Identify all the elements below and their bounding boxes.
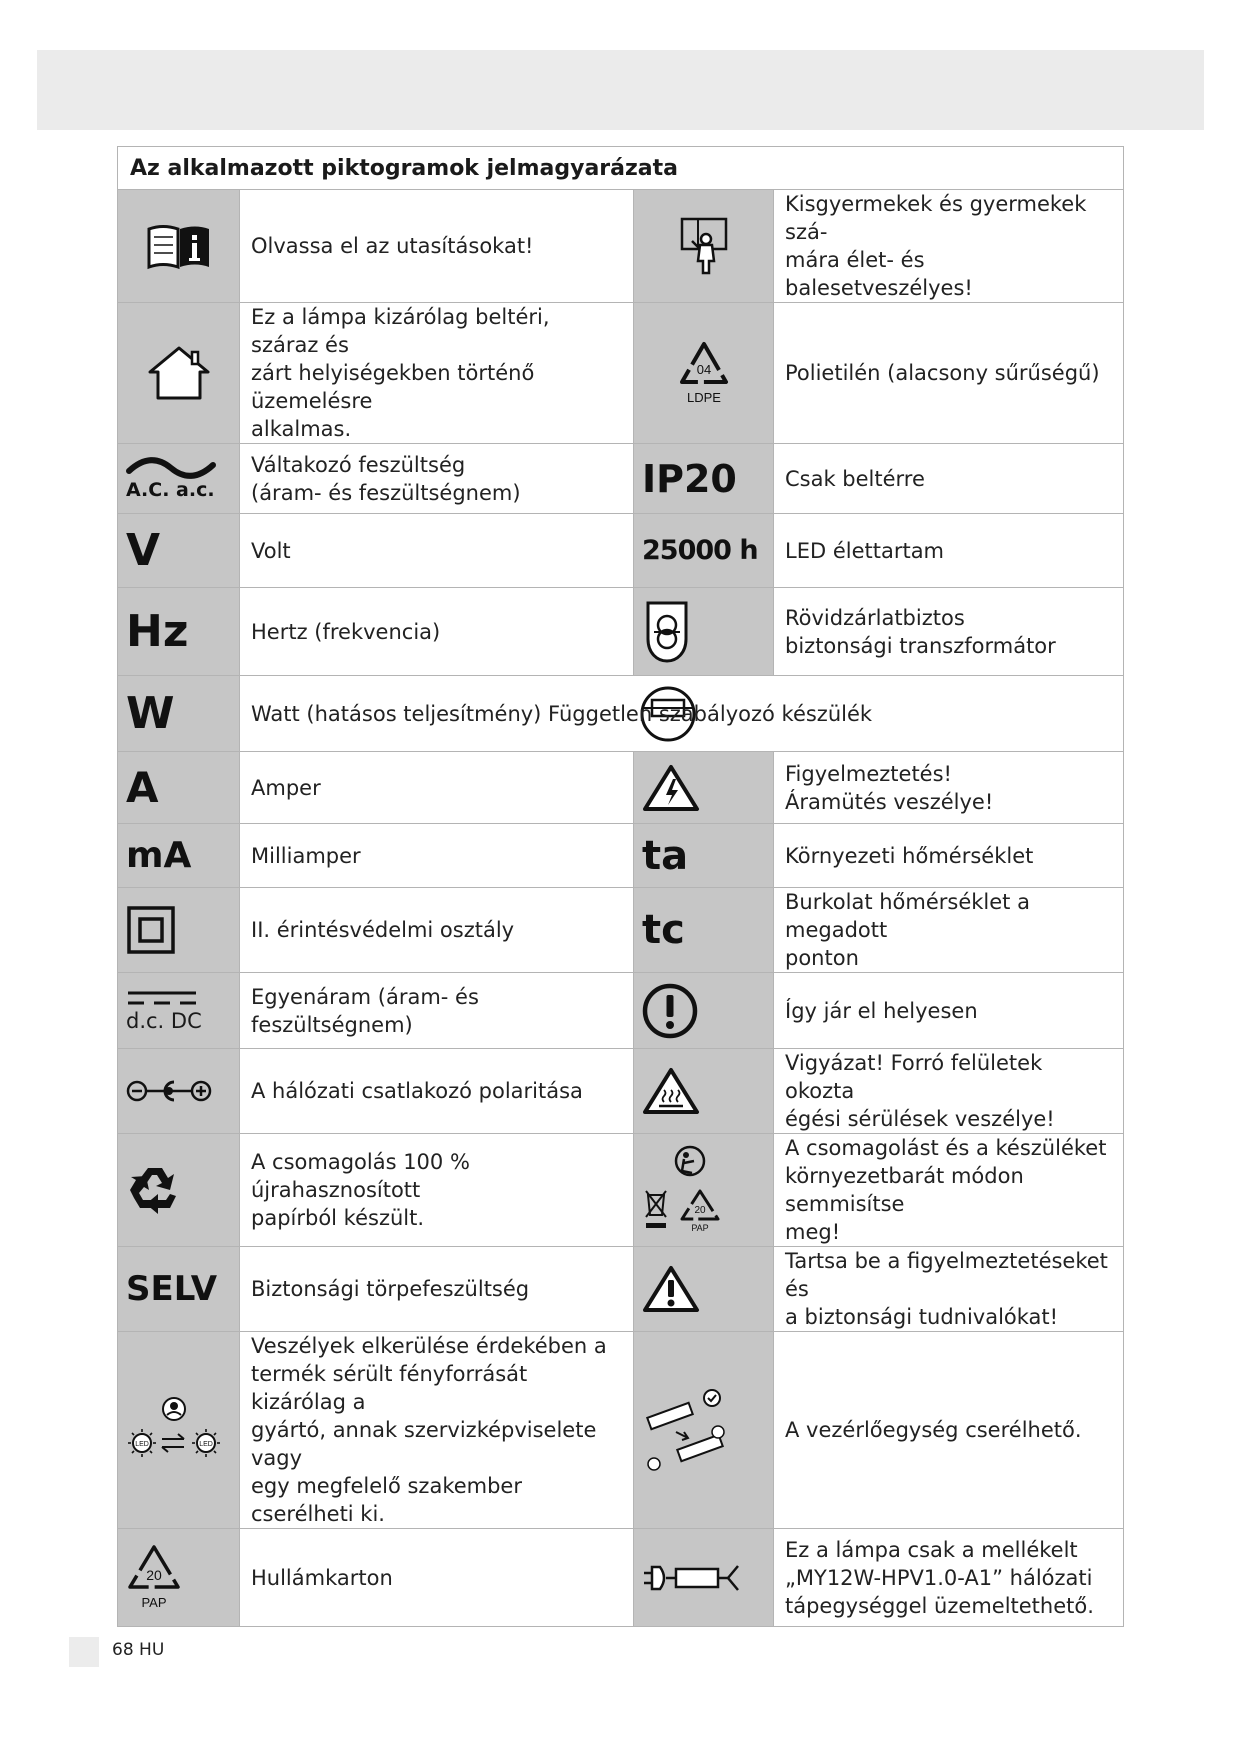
hertz-symbol: Hz xyxy=(126,606,189,657)
electric-shock-warning-icon xyxy=(634,752,774,824)
legend-text: Hullámkarton xyxy=(251,1565,393,1590)
watt-icon xyxy=(118,676,240,752)
legend-text: ponton xyxy=(785,946,859,970)
volt-icon xyxy=(118,514,240,588)
safety-transformer-icon xyxy=(634,588,774,676)
legend-text: zárt helyiségekben történő üzemelésre xyxy=(251,361,535,413)
legend-text: mára élet- és balesetveszélyes! xyxy=(785,248,973,300)
disposal-label: PAP xyxy=(691,1223,709,1233)
page-footer xyxy=(112,1640,164,1660)
legend-text: Olvassa el az utasításokat! xyxy=(251,234,534,258)
legend-row xyxy=(118,303,1124,444)
legend-text: a biztonsági tudnivalókat! xyxy=(785,1305,1059,1329)
legend-text: egy megfelelő szakember cserélheti ki. xyxy=(251,1474,522,1526)
warning-triangle-icon xyxy=(634,1247,774,1332)
legend-row xyxy=(118,676,1124,752)
selv-icon xyxy=(118,1247,240,1332)
recycle-icon xyxy=(118,1134,240,1247)
exclamation-circle-icon xyxy=(634,973,774,1049)
legend-text: Egyenáram (áram- és feszültségnem) xyxy=(251,984,479,1037)
watt-symbol: W xyxy=(126,688,175,739)
hot-surface-warning-icon xyxy=(634,1049,774,1134)
disposal-code: 20 xyxy=(694,1205,706,1216)
legend-row xyxy=(118,973,1124,1049)
milliampere-icon xyxy=(118,824,240,888)
legend-row xyxy=(118,1529,1124,1627)
legend-text: LED élettartam xyxy=(785,538,945,563)
legend-title: Az alkalmazott piktogramok jelmagyarázata xyxy=(118,147,1124,190)
ac-symbol: A.C. a.c. xyxy=(126,478,215,501)
instruction-book-icon xyxy=(118,190,240,303)
ampere-symbol: A xyxy=(126,763,159,812)
legend-text: Biztonsági törpefeszültség xyxy=(251,1277,530,1301)
legend-row xyxy=(118,1134,1124,1247)
lifetime-icon xyxy=(634,514,774,588)
tc-symbol: tc xyxy=(642,907,685,953)
legend-text: Figyelmeztetés! xyxy=(785,761,952,786)
selv-symbol: SELV xyxy=(126,1269,218,1309)
legend-text: tápegységgel üzemeltethető. xyxy=(785,1593,1094,1618)
ldpe-label: LDPE xyxy=(686,390,721,405)
legend-text: termék sérült fényforrását kizárólag a xyxy=(251,1362,528,1414)
legend-text: „MY12W-HPV1.0-A1” hálózati xyxy=(785,1565,1093,1590)
pap-label: PAP xyxy=(141,1594,167,1610)
legend-text: A hálózati csatlakozó polaritása xyxy=(251,1079,583,1103)
lifetime-symbol: 25000 h xyxy=(642,535,758,566)
legend-text: Burkolat hőmérséklet a megadott xyxy=(785,890,1030,942)
polarity-icon xyxy=(118,1049,240,1134)
language-code: HU xyxy=(139,1640,165,1660)
pap-code: 20 xyxy=(146,1566,162,1583)
page-number: 68 xyxy=(112,1640,134,1660)
legend-text: biztonsági transzformátor xyxy=(785,633,1056,658)
disposal-icon xyxy=(634,1134,774,1247)
legend-text: II. érintésvédelmi osztály xyxy=(251,918,515,942)
legend-text: Rövidzárlatbiztos xyxy=(785,605,965,630)
legend-text: Milliamper xyxy=(251,843,361,868)
legend-text: Watt (hatásos teljesítmény) Független szabályozó készülék xyxy=(251,701,873,726)
legend-text: Ez a lámpa csak a mellékelt xyxy=(785,1537,1078,1562)
led-badge-left: LED xyxy=(135,1441,149,1448)
legend-row xyxy=(118,1247,1124,1332)
ldpe-code: 04 xyxy=(696,362,711,377)
legend-text: Vigyázat! Forró felületek okozta xyxy=(785,1051,1043,1103)
legend-row xyxy=(118,1332,1124,1529)
protection-class-2-icon xyxy=(118,888,240,973)
milliampere-symbol: mA xyxy=(126,835,192,876)
ip20-icon xyxy=(634,444,774,514)
ldpe-recycling-icon xyxy=(634,303,774,444)
ta-symbol: ta xyxy=(642,832,689,879)
replaceable-control-gear-icon xyxy=(634,1332,774,1529)
led-badge-right: LED xyxy=(199,1441,213,1448)
legend-row xyxy=(118,824,1124,888)
legend-text: meg! xyxy=(785,1220,841,1244)
legend-text: Amper xyxy=(251,775,321,800)
pictogram-legend-table xyxy=(117,146,1124,1627)
pap-recycling-icon xyxy=(118,1529,240,1627)
hertz-icon xyxy=(118,588,240,676)
child-danger-icon xyxy=(634,190,774,303)
legend-row xyxy=(118,1049,1124,1134)
legend-text: A csomagolást és a készüléket xyxy=(785,1136,1107,1160)
casing-temperature-icon xyxy=(634,888,774,973)
legend-row xyxy=(118,190,1124,303)
legend-row xyxy=(118,888,1124,973)
direct-current-icon xyxy=(118,973,240,1049)
legend-text: papírból készült. xyxy=(251,1206,425,1230)
legend-text: Veszélyek elkerülése érdekében a xyxy=(251,1334,607,1358)
legend-text: égési sérülések veszélye! xyxy=(785,1107,1055,1131)
legend-text: Hertz (frekvencia) xyxy=(251,619,441,644)
legend-text: Környezeti hőmérséklet xyxy=(785,843,1034,868)
legend-row xyxy=(118,588,1124,676)
ampere-icon xyxy=(118,752,240,824)
legend-text: Ez a lámpa kizárólag beltéri, száraz és xyxy=(251,305,550,357)
ip20-symbol: IP20 xyxy=(642,456,737,501)
page-marker xyxy=(69,1637,99,1667)
legend-text: Váltakozó feszültség xyxy=(251,452,466,477)
legend-row xyxy=(118,752,1124,824)
legend-text: Polietilén (alacsony sűrűségű) xyxy=(785,361,1100,385)
legend-text: A vezérlőegység cserélhető. xyxy=(785,1418,1082,1442)
legend-text: környezetbarát módon semmisítse xyxy=(785,1164,1024,1216)
legend-text: Csak beltérre xyxy=(785,466,925,491)
volt-symbol: V xyxy=(126,525,161,576)
legend-text: A csomagolás 100 % újrahasznosított xyxy=(251,1150,470,1202)
legend-text: Áramütés veszélye! xyxy=(785,789,994,814)
legend-text: Volt xyxy=(251,538,291,563)
led-replacement-icon xyxy=(118,1332,240,1529)
dc-symbol: d.c. DC xyxy=(126,1008,202,1033)
legend-text: Így jár el helyesen xyxy=(785,998,978,1023)
legend-text: Kisgyermekek és gyermekek szá- xyxy=(785,192,1087,244)
legend-text: gyártó, annak szervizképviselete vagy xyxy=(251,1418,597,1470)
house-icon xyxy=(118,303,240,444)
header-band xyxy=(37,50,1204,130)
power-adapter-icon xyxy=(634,1529,774,1627)
legend-text: Tartsa be a figyelmeztetéseket és xyxy=(785,1249,1108,1301)
legend-row xyxy=(118,514,1124,588)
ac-wave-icon xyxy=(118,444,240,514)
legend-text: alkalmas. xyxy=(251,417,352,441)
ambient-temperature-icon xyxy=(634,824,774,888)
legend-row xyxy=(118,444,1124,514)
legend-text: (áram- és feszültségnem) xyxy=(251,480,521,505)
